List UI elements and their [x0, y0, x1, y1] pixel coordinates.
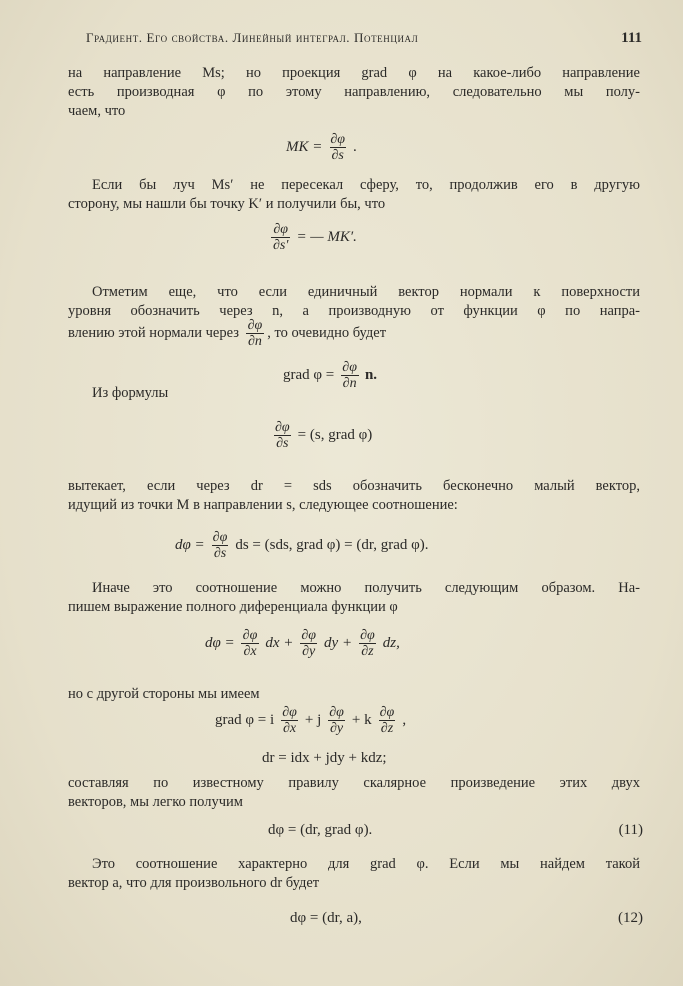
text-line: пишем выражение полного диференциала функции φ [68, 599, 398, 615]
text-line: вектор a, что для произвольного dr будет [68, 875, 320, 891]
page-number: 111 [621, 30, 642, 46]
text-line: но с другой стороны мы имеем [68, 686, 260, 702]
text-line: Если бы луч Ms′ не пересекал сферу, то, продолжив его в другую [92, 177, 640, 193]
text-line: Иначе это соотношение можно получить следующим образом. На- [92, 580, 640, 596]
text-line: сторону, мы нашли бы точку K′ и получили бы, что [68, 196, 386, 212]
equation-number-12: (12) [618, 910, 643, 926]
text-line: влению этой нормали через $\frac{\partial\varphi}{\partial n}$ , то очевидно будет [68, 318, 387, 349]
text-line: Из формулы [92, 385, 169, 401]
formula-grad-components: grad φ = i $\frac{\partial\varphi}{\partial x}$ + j $\frac{\partial\varphi}{\partial y}$ + k $\frac{\partial\varphi}{\partial z}$ , [215, 705, 407, 736]
formula-mk-prime: $\frac{\partial\varphi}{\partial s'}$ = — MK′. [273, 222, 357, 253]
formula-total-differential: dφ = $\frac{\partial\varphi}{\partial x}$ dx + $\frac{\partial\varphi}{\partial y}$ dy + $\frac{\partial\varphi}{\partial z}$ dz, [205, 628, 400, 659]
running-header [86, 30, 642, 46]
formula-dr: dr = idx + jdy + kdz; [262, 750, 387, 766]
text-line: чаем, что [68, 103, 126, 119]
equation-number-11: (11) [618, 822, 643, 838]
formula-12: dφ = (dr, a), [290, 910, 362, 926]
text-line: Отметим еще, что если единичный вектор нормали к поверхности [92, 284, 640, 300]
formula-ds: $\frac{\partial\varphi}{\partial s}$ = (s, grad φ) [275, 420, 373, 451]
formula-mk: MK = $\frac{\partial\varphi}{\partial s}$ . [286, 132, 357, 163]
text-line: векторов, мы легко получим [68, 794, 243, 810]
text-line: на направление Ms; но проекция grad φ на какое-либо направление [68, 65, 640, 81]
text-line: вытекает, если через dr = sds обозначить бесконечно малый вектор, [68, 478, 640, 494]
formula-grad-n: grad φ = $\frac{\partial\varphi}{\partial n}$ n. [283, 360, 378, 391]
header-title: Градиент. Его свойства. Линейный интеграл. Потенциал [86, 30, 419, 45]
text-line: составляя по известному правилу скалярное произведение этих двух [68, 775, 640, 791]
text-line: есть производная φ по этому направлению, следовательно мы полу- [68, 84, 640, 100]
text-line: идущий из точки M в направлении s, следующее соотношение: [68, 497, 458, 513]
text-line: Это соотношение характерно для grad φ. Если мы найдем такой [92, 856, 640, 872]
text-line: уровня обозначить через n, а производную от функции φ по напра- [68, 303, 640, 319]
formula-dphi: dφ = $\frac{\partial\varphi}{\partial s}$ ds = (sds, grad φ) = (dr, grad φ). [175, 530, 429, 561]
formula-11: dφ = (dr, grad φ). [268, 822, 373, 838]
